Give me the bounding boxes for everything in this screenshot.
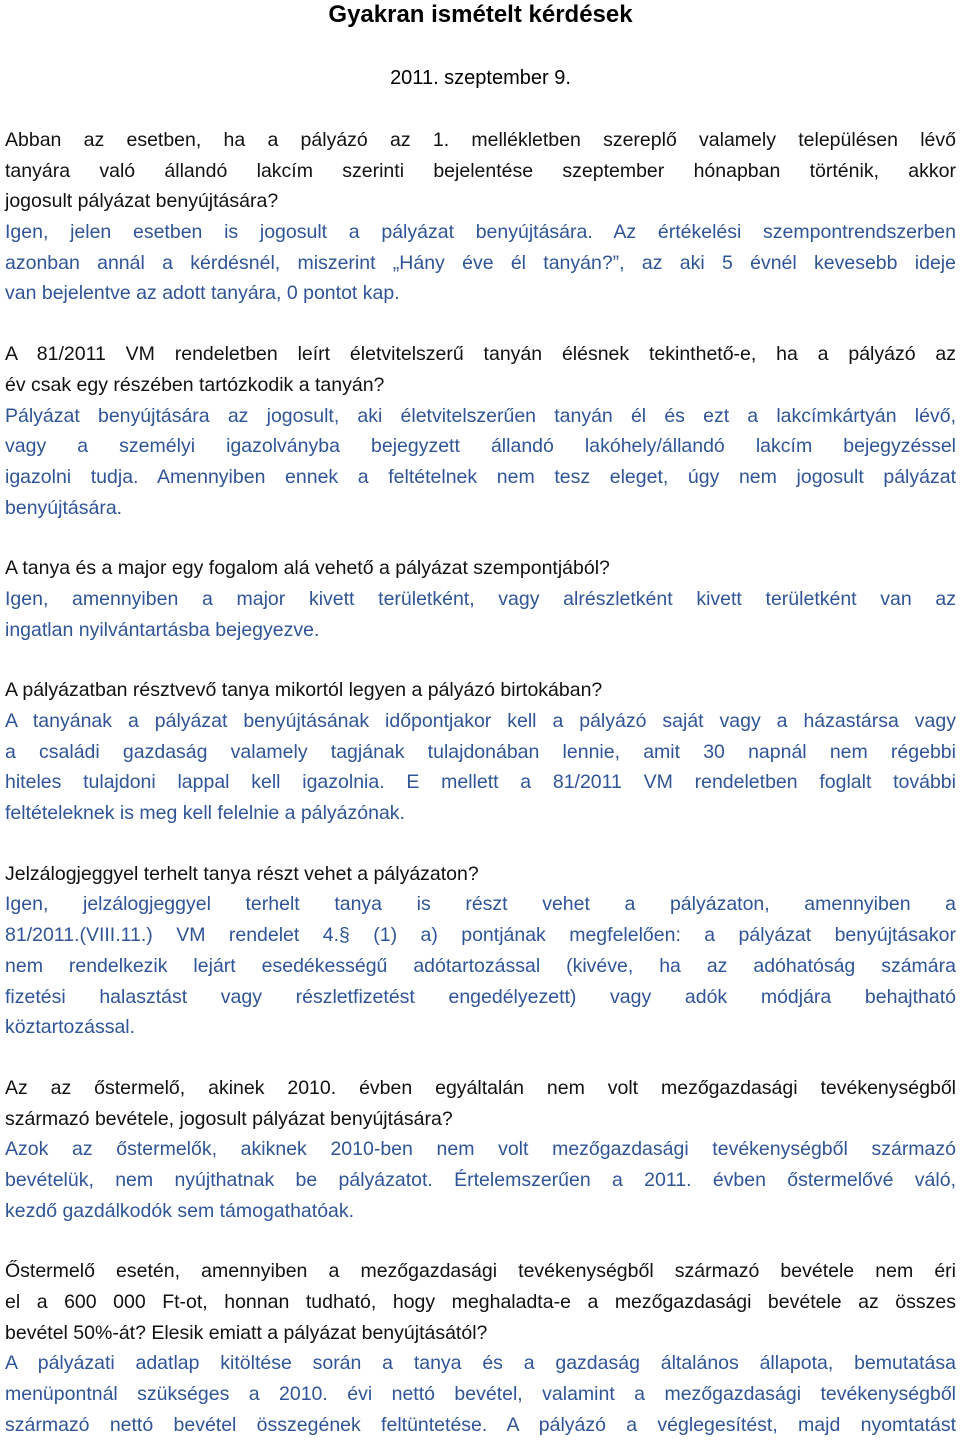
- answer-line: menüpontnál szükséges a 2010. évi nettó bevétel, valamint a mezőgazdasági tevékenységből: [5, 1383, 956, 1406]
- answer-line: kezdő gazdálkodók sem támogathatóak.: [5, 1199, 355, 1222]
- faq-list: [5, 125, 956, 1440]
- document-date: 2011. szeptember 9.: [390, 67, 571, 89]
- question-line: Az az őstermelő, akinek 2010. évben egyáltalán nem volt mezőgazdasági tevékenységből: [5, 1076, 956, 1099]
- faq-item: [5, 1073, 956, 1226]
- question-line: A pályázatban résztvevő tanya mikortól legyen a pályázó birtokában?: [5, 679, 603, 702]
- faq-item: [5, 339, 956, 523]
- answer-line: a családi gazdaság valamely tagjának tulajdonában lennie, amit 30 napnál nem régebbi: [5, 740, 956, 763]
- answer-line: A tanyának a pályázat benyújtásának időpontjakor kell a pályázó saját vagy a házastársa vagy: [5, 710, 956, 732]
- question-line: A tanya és a major egy fogalom alá vehető a pályázat szempontjából?: [5, 557, 610, 580]
- answer-line: feltételeknek is meg kell felelnie a pályázónak.: [5, 802, 405, 825]
- question-line: Jelzálogjeggyel terhelt tanya részt vehet a pályázaton?: [5, 862, 479, 885]
- answer-line: Igen, jelen esetben is jogosult a pályázat benyújtására. Az értékelési szempontrendszerben: [5, 221, 956, 244]
- answer-line: hiteles tulajdoni lappal kell igazolnia. E mellett a 81/2011 VM rendeletben foglalt további: [5, 771, 956, 794]
- answer-line: benyújtására.: [5, 496, 123, 519]
- answer-line: igazolni tudja. Amennyiben ennek a feltételnek nem tesz eleget, úgy nem jogosult pályázat: [5, 465, 956, 488]
- faq-item: [5, 125, 956, 309]
- answer-line: 81/2011.(VIII.11.) VM rendelet 4.§ (1) a) pontjának megfelelően: a pályázat benyújtásakor: [5, 924, 956, 947]
- question-line: tanyára való állandó lakcím szerinti bejelentése szeptember hónapban történik, akkor: [5, 159, 956, 182]
- answer-line: származó nettó bevétel összegének feltüntetése. A pályázó a véglegesítést, majd nyomtatást: [5, 1413, 956, 1436]
- faq-item: [5, 1256, 956, 1440]
- answer-line: nem rendelkezik lejárt esedékességű adótartozással (kivéve, ha az adóhatóság számára: [5, 954, 956, 977]
- faq-item: [5, 859, 956, 1043]
- answer-line: A pályázati adatlap kitöltése során a tanya és a gazdaság általános állapota, bemutatása: [5, 1352, 956, 1375]
- answer-line: bevételük, nem nyújthatnak be pályázatot. Értelemszerűen a 2011. évben őstermelővé váló,: [5, 1168, 956, 1191]
- answer-line: Pályázat benyújtására az jogosult, aki életvitelszerűen tanyán él és ezt a lakcímkártyán lévő,: [5, 404, 956, 427]
- answer-line: azonban annál a kérdésnél, miszerint „Hány éve él tanyán?”, az aki 5 évnél kevesebb ideje: [5, 251, 956, 274]
- answer-line: Igen, jelzálogjeggyel terhelt tanya is részt vehet a pályázaton, amennyiben a: [5, 893, 956, 916]
- answer-line: van bejelentve az adott tanyára, 0 pontot kap.: [5, 282, 400, 305]
- answer-line: vagy a személyi igazolványba bejegyzett állandó lakóhely/állandó lakcím bejegyzéssel: [5, 435, 956, 458]
- question-line: bevétel 50%-át? Elesik emiatt a pályázat benyújtásától?: [5, 1321, 488, 1344]
- question-line: A 81/2011 VM rendeletben leírt életvitelszerű tanyán élésnek tekinthető-e, ha a pályázó az: [5, 343, 956, 366]
- document-title: Gyakran ismételt kérdések: [328, 1, 633, 28]
- question-line: származó bevétele, jogosult pályázat benyújtására?: [5, 1107, 453, 1130]
- question-line: Abban az esetben, ha a pályázó az 1. mellékletben szereplő valamely településen lévő: [5, 129, 956, 151]
- faq-item: [5, 675, 956, 828]
- question-line: el a 600 000 Ft-ot, honnan tudható, hogy meghaladta-e a mezőgazdasági bevétele az összes: [5, 1291, 956, 1313]
- answer-line: ingatlan nyilvántartásba bejegyezve.: [5, 618, 320, 641]
- question-line: Őstermelő esetén, amennyiben a mezőgazdasági tevékenységből származó bevétele nem éri: [5, 1260, 956, 1283]
- question-line: év csak egy részében tartózkodik a tanyán?: [5, 373, 385, 396]
- faq-item: [5, 553, 956, 645]
- answer-line: Azok az őstermelők, akiknek 2010-ben nem volt mezőgazdasági tevékenységből származó: [5, 1138, 956, 1161]
- answer-line: köztartozással.: [5, 1016, 136, 1039]
- answer-line: fizetési halasztást vagy részletfizetést engedélyezett) vagy adók módjára behajtható: [5, 985, 956, 1008]
- answer-line: Igen, amennyiben a major kivett területként, vagy alrészletként kivett területként van az: [5, 587, 956, 610]
- question-line: jogosult pályázat benyújtására?: [5, 190, 279, 213]
